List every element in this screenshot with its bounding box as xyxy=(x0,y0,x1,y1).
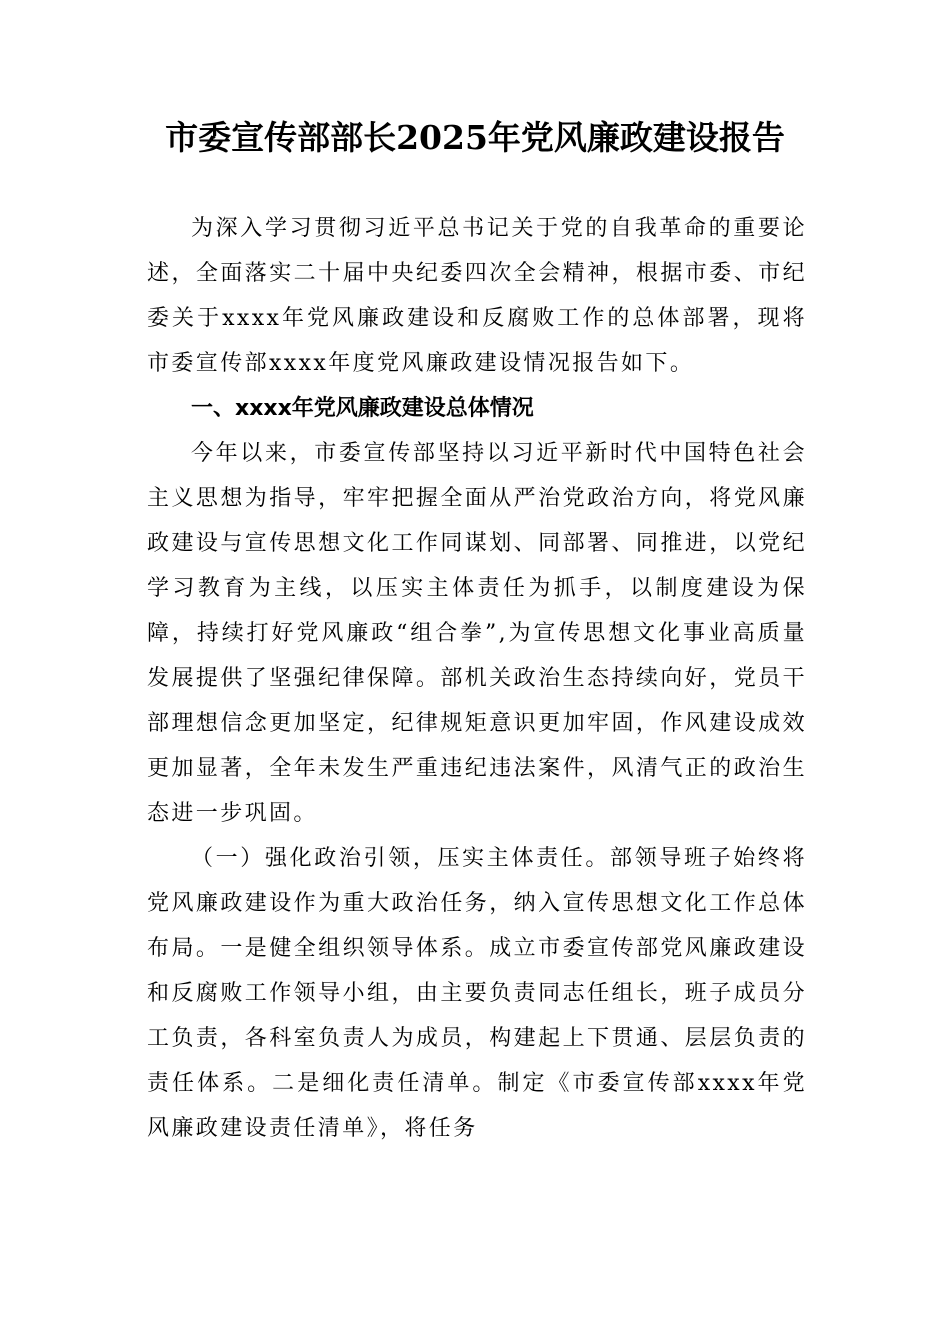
section-1-paragraph: 今年以来，市委宣传部坚持以习近平新时代中国特色社会主义思想为指导，牢牢把握全面从严治党政治方向，将党风廉政建设与宣传思想文化工作同谋划、同部署、同推进，以党纪学习教育为主线，以压实主体责任为抓手，以制度建设为保障，持续打好党风廉政“组合拳”,为宣传思想文化事业高质量发展提供了坚强纪律保障。部机关政治生态持续向好，党员干部理想信念更加坚定，纪律规矩意识更加牢固，作风建设成效更加显著，全年未发生严重违纪违法案件，风清气正的政治生态进一步巩固。 xyxy=(147,441,807,826)
section-heading-1: 一、xxxx年党风廉政建设总体情况 xyxy=(191,396,534,421)
document-body xyxy=(147,206,807,1151)
document-title: 市委宣传部部长2025年党风廉政建设报告 xyxy=(165,118,785,157)
intro-paragraph: 为深入学习贯彻习近平总书记关于党的自我革命的重要论述，全面落实二十届中央纪委四次全会精神，根据市委、市纪委关于xxxx年党风廉政建设和反腐败工作的总体部署，现将市委宣传部xxxx年度党风廉政建设情况报告如下。 xyxy=(147,216,807,376)
subsection-1-paragraph: （一）强化政治引领，压实主体责任。部领导班子始终将党风廉政建设作为重大政治任务，纳入宣传思想文化工作总体布局。一是健全组织领导体系。成立市委宣传部党风廉政建设和反腐败工作领导小组，由主要负责同志任组长，班子成员分工负责，各科室负责人为成员，构建起上下贯通、层层负责的责任体系。二是细化责任清单。制定《市委宣传部xxxx年党风廉政建设责任清单》，将任务 xyxy=(147,846,807,1141)
